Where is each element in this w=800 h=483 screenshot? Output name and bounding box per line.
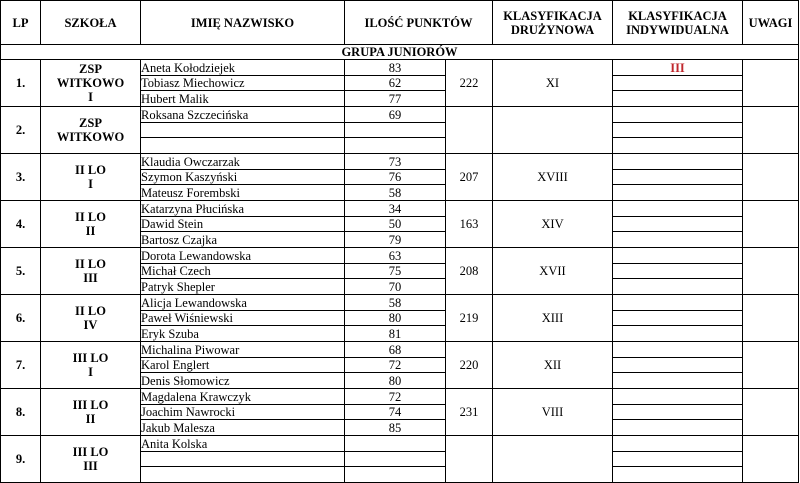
member-name [141, 123, 345, 138]
member-name: Klaudia Owczarzak [141, 154, 345, 170]
team-points: 163 [446, 201, 493, 248]
individual-rank [613, 452, 743, 467]
school-line: II LO [75, 304, 106, 318]
individual-rank [613, 154, 743, 170]
school-line: II LO [75, 210, 106, 224]
individual-rank [613, 201, 743, 217]
member-name [141, 452, 345, 467]
individual-rank [613, 420, 743, 436]
header-school: SZKOŁA [41, 1, 141, 45]
individual-rank [613, 185, 743, 201]
team-notes [743, 436, 799, 483]
table-row [1, 295, 799, 311]
team-rank: XVII [493, 248, 613, 295]
table-row [1, 107, 799, 123]
table-row [1, 248, 799, 264]
member-points [345, 452, 446, 467]
team-rank: XVIII [493, 154, 613, 201]
individual-rank [613, 389, 743, 405]
team-number: 6. [1, 295, 41, 342]
team-points: 231 [446, 389, 493, 436]
member-points: 80 [345, 311, 446, 326]
team-points: 222 [446, 60, 493, 107]
individual-rank [613, 405, 743, 420]
member-points: 58 [345, 185, 446, 201]
school-line: WITKOWO [56, 130, 125, 144]
team-school [41, 342, 141, 389]
member-name: Tobiasz Miechowicz [141, 76, 345, 91]
school-line: ZSP [79, 62, 102, 76]
individual-rank [613, 138, 743, 154]
group-title-row [1, 45, 799, 60]
team-points: 207 [446, 154, 493, 201]
member-points [345, 467, 446, 483]
individual-rank [613, 358, 743, 373]
member-points: 73 [345, 154, 446, 170]
individual-rank [613, 217, 743, 232]
member-points: 58 [345, 295, 446, 311]
team-number: 3. [1, 154, 41, 201]
individual-rank [613, 436, 743, 452]
member-name: Aneta Kołodziejek [141, 60, 345, 76]
team-school [41, 107, 141, 154]
team-number: 9. [1, 436, 41, 483]
team-points: 219 [446, 295, 493, 342]
team-school [41, 389, 141, 436]
member-name [141, 467, 345, 483]
results-body [1, 45, 799, 483]
header-row [1, 1, 799, 45]
team-rank: VIII [493, 389, 613, 436]
header-team-line1: KLASYFIKACJA [503, 8, 602, 23]
member-name: Mateusz Forembski [141, 185, 345, 201]
member-name: Karol Englert [141, 358, 345, 373]
school-line: II [85, 412, 96, 426]
member-name: Jakub Malesza [141, 420, 345, 436]
member-name: Katarzyna Płucińska [141, 201, 345, 217]
member-name: Magdalena Krawczyk [141, 389, 345, 405]
individual-rank [613, 232, 743, 248]
member-points: 76 [345, 170, 446, 185]
team-notes [743, 248, 799, 295]
team-school [41, 436, 141, 483]
school-line: ZSP [79, 116, 102, 130]
team-school [41, 201, 141, 248]
individual-rank [613, 467, 743, 483]
table-row [1, 436, 799, 452]
table-row [1, 154, 799, 170]
member-points [345, 123, 446, 138]
member-points: 81 [345, 326, 446, 342]
member-points: 75 [345, 264, 446, 279]
member-points: 79 [345, 232, 446, 248]
team-rank: XIII [493, 295, 613, 342]
header-points: ILOŚĆ PUNKTÓW [345, 1, 493, 45]
school-line: I [88, 90, 93, 104]
team-notes [743, 295, 799, 342]
individual-rank [613, 91, 743, 107]
member-points: 68 [345, 342, 446, 358]
team-points [446, 107, 493, 154]
member-name: Joachim Nawrocki [141, 405, 345, 420]
member-points: 70 [345, 279, 446, 295]
table-row [1, 342, 799, 358]
school-line: III LO [72, 351, 109, 365]
member-name: Paweł Wiśniewski [141, 311, 345, 326]
team-points [446, 436, 493, 483]
table-row [1, 201, 799, 217]
member-name: Michalina Piwowar [141, 342, 345, 358]
member-points: 80 [345, 373, 446, 389]
individual-rank [613, 295, 743, 311]
header-individual-classification [613, 1, 743, 45]
individual-rank [613, 248, 743, 264]
team-school [41, 154, 141, 201]
member-points: 63 [345, 248, 446, 264]
team-number: 2. [1, 107, 41, 154]
team-points: 208 [446, 248, 493, 295]
individual-rank [613, 170, 743, 185]
team-notes [743, 389, 799, 436]
team-rank: XI [493, 60, 613, 107]
team-rank: XIV [493, 201, 613, 248]
team-number: 7. [1, 342, 41, 389]
team-rank [493, 107, 613, 154]
member-points: 72 [345, 389, 446, 405]
header-name: IMIĘ NAZWISKO [141, 1, 345, 45]
team-notes [743, 342, 799, 389]
school-line: I [88, 365, 93, 379]
header-team-line2: DRUŻYNOWA [510, 22, 595, 37]
group-title: GRUPA JUNIORÓW [1, 45, 799, 60]
school-line: III [83, 459, 98, 473]
individual-rank [613, 373, 743, 389]
team-rank: XII [493, 342, 613, 389]
member-name: Bartosz Czajka [141, 232, 345, 248]
member-points: 85 [345, 420, 446, 436]
school-line: II LO [75, 163, 106, 177]
team-notes [743, 201, 799, 248]
school-line: II [85, 224, 96, 238]
individual-rank [613, 76, 743, 91]
school-line: III [83, 271, 98, 285]
school-line: WITKOWO [56, 76, 125, 90]
individual-rank [613, 264, 743, 279]
member-name: Anita Kolska [141, 436, 345, 452]
member-points: 34 [345, 201, 446, 217]
header-ind-line1: KLASYFIKACJA [628, 8, 727, 23]
member-points: 74 [345, 405, 446, 420]
member-name: Hubert Malik [141, 91, 345, 107]
team-points: 220 [446, 342, 493, 389]
individual-rank [613, 123, 743, 138]
member-name: Roksana Szczecińska [141, 107, 345, 123]
member-points: 69 [345, 107, 446, 123]
individual-rank: III [613, 60, 743, 76]
school-line: III LO [72, 445, 109, 459]
school-line: I [88, 177, 93, 191]
team-rank [493, 436, 613, 483]
member-points: 77 [345, 91, 446, 107]
table-row [1, 60, 799, 76]
team-school [41, 295, 141, 342]
member-points: 50 [345, 217, 446, 232]
header-notes: UWAGI [743, 1, 799, 45]
header-lp: LP [1, 1, 41, 45]
individual-rank [613, 279, 743, 295]
school-line: III LO [72, 398, 109, 412]
individual-rank [613, 311, 743, 326]
team-notes [743, 154, 799, 201]
member-name [141, 138, 345, 154]
team-school [41, 60, 141, 107]
school-line: IV [83, 318, 98, 332]
team-notes [743, 107, 799, 154]
team-notes [743, 60, 799, 107]
member-points [345, 138, 446, 154]
member-name: Dorota Lewandowska [141, 248, 345, 264]
team-number: 8. [1, 389, 41, 436]
individual-rank [613, 107, 743, 123]
member-name: Eryk Szuba [141, 326, 345, 342]
member-points: 62 [345, 76, 446, 91]
school-line: II LO [75, 257, 106, 271]
member-name: Denis Słomowicz [141, 373, 345, 389]
member-name: Alicja Lewandowska [141, 295, 345, 311]
team-number: 5. [1, 248, 41, 295]
individual-rank [613, 342, 743, 358]
member-points: 83 [345, 60, 446, 76]
member-name: Patryk Shepler [141, 279, 345, 295]
member-name: Dawid Stein [141, 217, 345, 232]
header-ind-line2: INDYWIDUALNA [626, 22, 729, 37]
member-points: 72 [345, 358, 446, 373]
table-row [1, 389, 799, 405]
team-number: 1. [1, 60, 41, 107]
member-name: Szymon Kaszyński [141, 170, 345, 185]
individual-rank [613, 326, 743, 342]
member-points [345, 436, 446, 452]
team-number: 4. [1, 201, 41, 248]
team-school [41, 248, 141, 295]
member-name: Michał Czech [141, 264, 345, 279]
header-team-classification [493, 1, 613, 45]
